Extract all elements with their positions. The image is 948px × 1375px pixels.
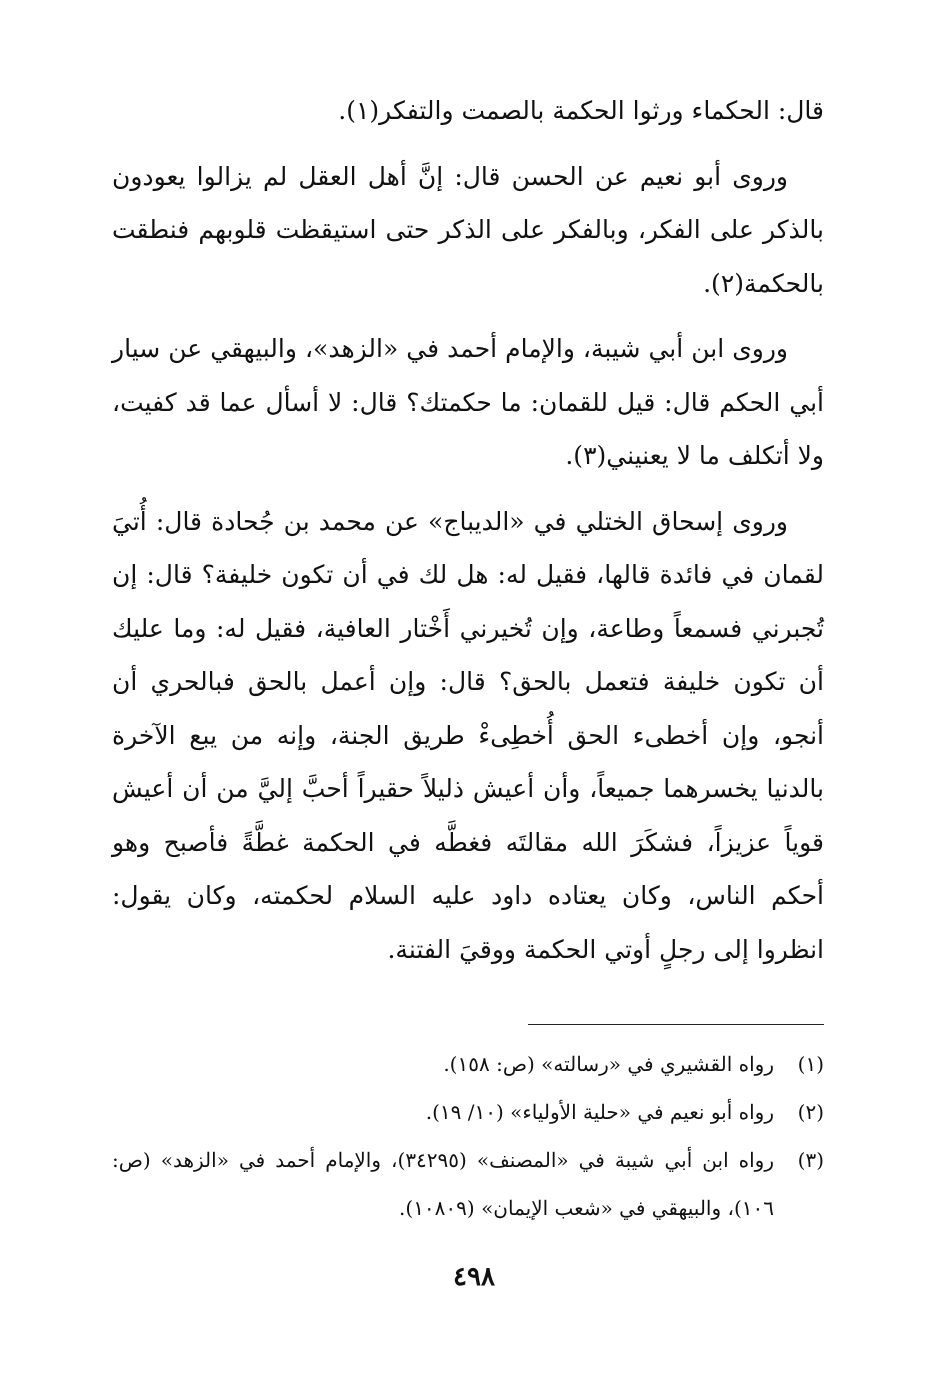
main-text [112, 84, 824, 988]
footnote-2 [112, 1088, 824, 1136]
footnote-text: رواه أبو نعيم في «حلية الأولياء» (١٠/ ١٩). [425, 1100, 774, 1124]
footnote-text: رواه القشيري في «رسالته» (ص: ١٥٨). [443, 1052, 774, 1076]
paragraph-1: قال: الحكماء ورثوا الحكمة بالصمت والتفكر(١). [338, 96, 824, 125]
footnote-3 [112, 1136, 824, 1232]
paragraph-3: وروى ابن أبي شيبة، والإمام أحمد في «الزهد»، والبيهقي عن سيار أبي الحكم قال: قيل للقمان: ما حكمتك؟ قال: لا أسأل عما قد كفيت، ولا أتكلف ما لا يعنيني(٣). [112, 334, 824, 470]
footnote-separator [528, 1024, 824, 1025]
paragraph-4: وروى إسحاق الختلي في «الديباج» عن محمد بن جُحادة قال: أُتيَ لقمان في فائدة قالها، فقيل له: هل لك في أن تكون خليفة؟ قال: إن تُجبرني فسمعاً وطاعة، وإن تُخيرني أَخْتار العافية، فقيل له: وما عليك أن تكون خليفة فتعمل بالحق؟ قال: وإن أعمل بالحق فبالحري أن أنجو، وإن أخطىء الحق أُخطِىءْ طريق الجنة، وإنه من يبع الآخرة بالدنيا يخسرهما جميعاً، وأن أعيش ذليلاً حقيراً أحبَّ إليَّ من أن أعيش قوياً عزيزاً، فشكَرَ الله مقالتَه فغطَّه في الحكمة غطَّةً فأصبح وهو أحكم الناس، وكان يعتاده داود عليه السلام لحكمته، وكان يقول: انظروا إلى رجلٍ أوتي الحكمة ووقيَ الفتنة. [112, 506, 824, 964]
footnote-text: رواه ابن أبي شيبة في «المصنف» (٣٤٢٩٥)، والإمام أحمد في «الزهد» (ص: ١٠٦)، والبيهقي في «شعب الإيمان» (١٠٨٠٩). [112, 1148, 774, 1220]
footnotes [112, 1040, 824, 1232]
footnote-number: (٣) [797, 1148, 824, 1172]
page-number: ٤٩٨ [453, 1262, 495, 1292]
footnote-number: (١) [797, 1052, 824, 1076]
footnote-1 [112, 1040, 824, 1088]
paragraph-2: وروى أبو نعيم عن الحسن قال: إنَّ أهل العقل لم يزالوا يعودون بالذكر على الفكر، وبالفكر على الذكر حتى استيقظت قلوبهم فنطقت بالحكمة(٢). [112, 161, 824, 298]
footnote-number: (٢) [797, 1100, 824, 1124]
